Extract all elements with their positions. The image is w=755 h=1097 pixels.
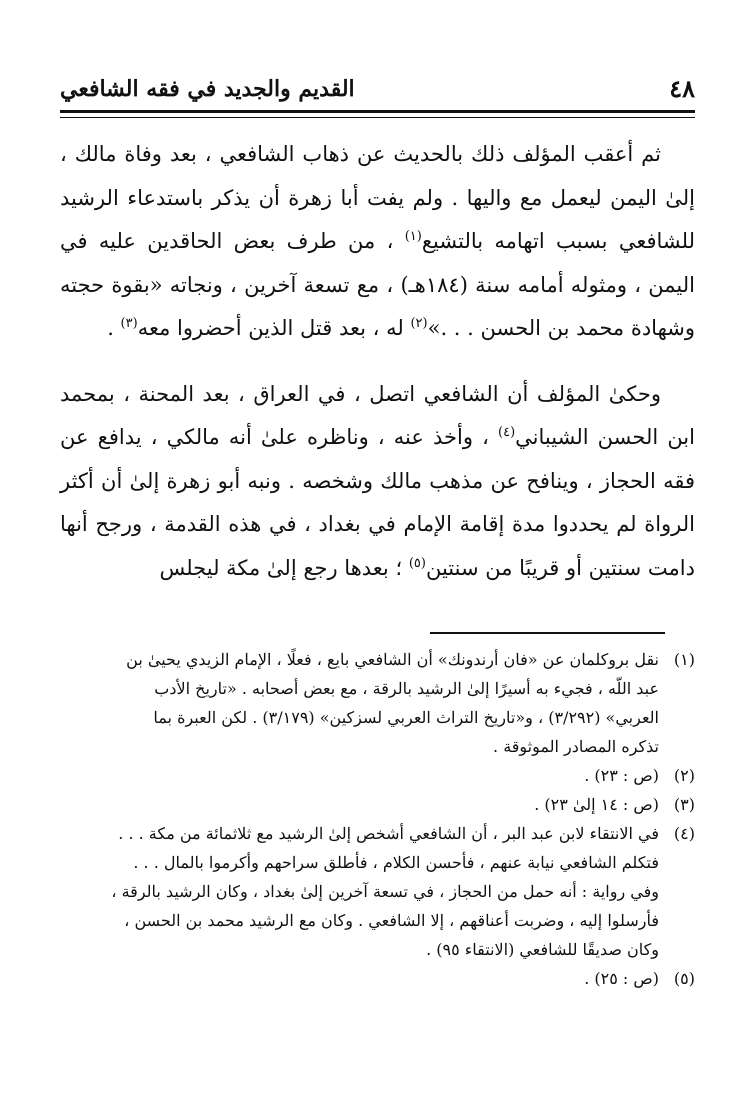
footnote-ref-2[interactable]: (٢)	[410, 316, 428, 331]
footnote-line: نقل بروكلمان عن «فان أرندونك» أن الشافعي بايع ، فعلًا ، الإمام الزيدي يحيىٰ بن	[126, 650, 659, 669]
footnote-ref-5[interactable]: (٥)	[408, 555, 426, 571]
footnote-2	[60, 761, 695, 790]
footnote-number: (٣)	[673, 795, 695, 814]
footnote-ref-4[interactable]: (٤)	[498, 425, 516, 440]
footnote-text	[60, 819, 659, 964]
footnote-number: (٢)	[673, 766, 695, 785]
footnote-3	[60, 790, 695, 819]
paragraph-1	[60, 133, 695, 351]
paragraph-2	[60, 373, 695, 591]
footnote-line: فأرسلوا إليه ، وضربت أعناقهم ، إلا الشافعي . وكان مع الرشيد محمد بن الحسن ،	[124, 911, 659, 930]
page-header	[60, 74, 695, 108]
text-run: وحكىٰ المؤلف أن الشافعي اتصل ، في العراق ، بعد المحنة ، بمحمد ابن الحسن الشيباني	[60, 381, 695, 449]
footnote-1	[60, 645, 695, 761]
text-run: .	[107, 316, 121, 340]
footnote-separator	[430, 632, 665, 634]
footnote-5	[60, 964, 695, 993]
footnote-line: وكان صديقًا للشافعي (الانتقاء ٩٥) .	[426, 940, 659, 959]
header-rule-thin	[60, 117, 695, 118]
footnote-line: العربي» (٣/٢٩٢) ، و«تاريخ التراث العربي لسزكين» (٣/١٧٩) . لكن العبرة بما	[153, 708, 659, 727]
footnote-number: (٥)	[673, 969, 695, 988]
footnote-ref-1[interactable]: (١)	[404, 229, 422, 244]
text-run: ، من طرف بعض الحاقدين عليه في اليمن ، ومثوله أمامه سنة (١٨٤هـ) ، مع تسعة آخرين ، ونجاته «بقوة حجته وشهادة محمد بن الحسن . . .»	[60, 229, 695, 340]
footnote-line: (ص : ٢٥) .	[584, 969, 659, 988]
text-run: له ، بعد قتل الذين أحضروا معه	[137, 316, 411, 340]
footnote-number: (٤)	[673, 824, 695, 843]
footnote-text	[60, 790, 659, 819]
main-text	[60, 133, 695, 590]
text-run: ؛ بعدها رجع إلىٰ مكة ليجلس	[159, 555, 409, 580]
footnote-4	[60, 819, 695, 964]
footnotes	[60, 645, 695, 993]
footnote-line: في الانتقاء لابن عبد البر ، أن الشافعي أشخص إلىٰ الرشيد مع ثلاثمائة من مكة . . .	[118, 824, 659, 843]
header-rule-thick	[60, 110, 695, 113]
text-run: ، وأخذ عنه ، وناظره علىٰ أنه مالكي ، يدافع عن فقه الحجاز ، وينافح عن مذهب مالك وشخصه . ونبه أبو زهرة إلىٰ أن أكثر الرواة لم يحددوا مدة إقامة الإمام في بغداد ، في هذه القدمة ، ورجح أنها دامت سنتين أو قريبًا من سنتين	[60, 425, 695, 580]
footnote-line: (ص : ١٤ إلىٰ ٢٣) .	[534, 795, 659, 814]
footnote-line: فتكلم الشافعي نيابة عنهم ، فأحسن الكلام ، فأطلق سراحهم وأكرموا بالمال . . .	[133, 853, 659, 872]
page-number: ٤٨	[669, 74, 695, 103]
footnote-text	[60, 761, 659, 790]
footnote-line: تذكره المصادر الموثوقة .	[493, 737, 659, 756]
running-title: القديم والجديد في فقه الشافعي	[60, 76, 355, 102]
footnote-line: عبد اللّه ، فجيء به أسيرًا إلىٰ الرشيد بالرقة ، مع بعض أصحابه . «تاريخ الأدب	[154, 679, 659, 698]
footnote-number: (١)	[673, 650, 695, 669]
footnote-text	[60, 964, 659, 993]
footnote-line: (ص : ٢٣) .	[584, 766, 659, 785]
footnote-line: وفي رواية : أنه حمل من الحجاز ، في تسعة آخرين إلىٰ بغداد ، وكان الرشيد بالرقة ،	[111, 882, 659, 901]
footnote-text	[60, 645, 659, 761]
text-run: ثم أعقب المؤلف ذلك بالحديث عن ذهاب الشافعي ، بعد وفاة مالك ، إلىٰ اليمن ليعمل مع واليها . ولم يفت أبا زهرة أن يذكر باستدعاء الرشيد للشافعي بسبب اتهامه بالتشيع	[60, 142, 695, 253]
footnote-ref-3[interactable]: (٣)	[120, 316, 138, 331]
